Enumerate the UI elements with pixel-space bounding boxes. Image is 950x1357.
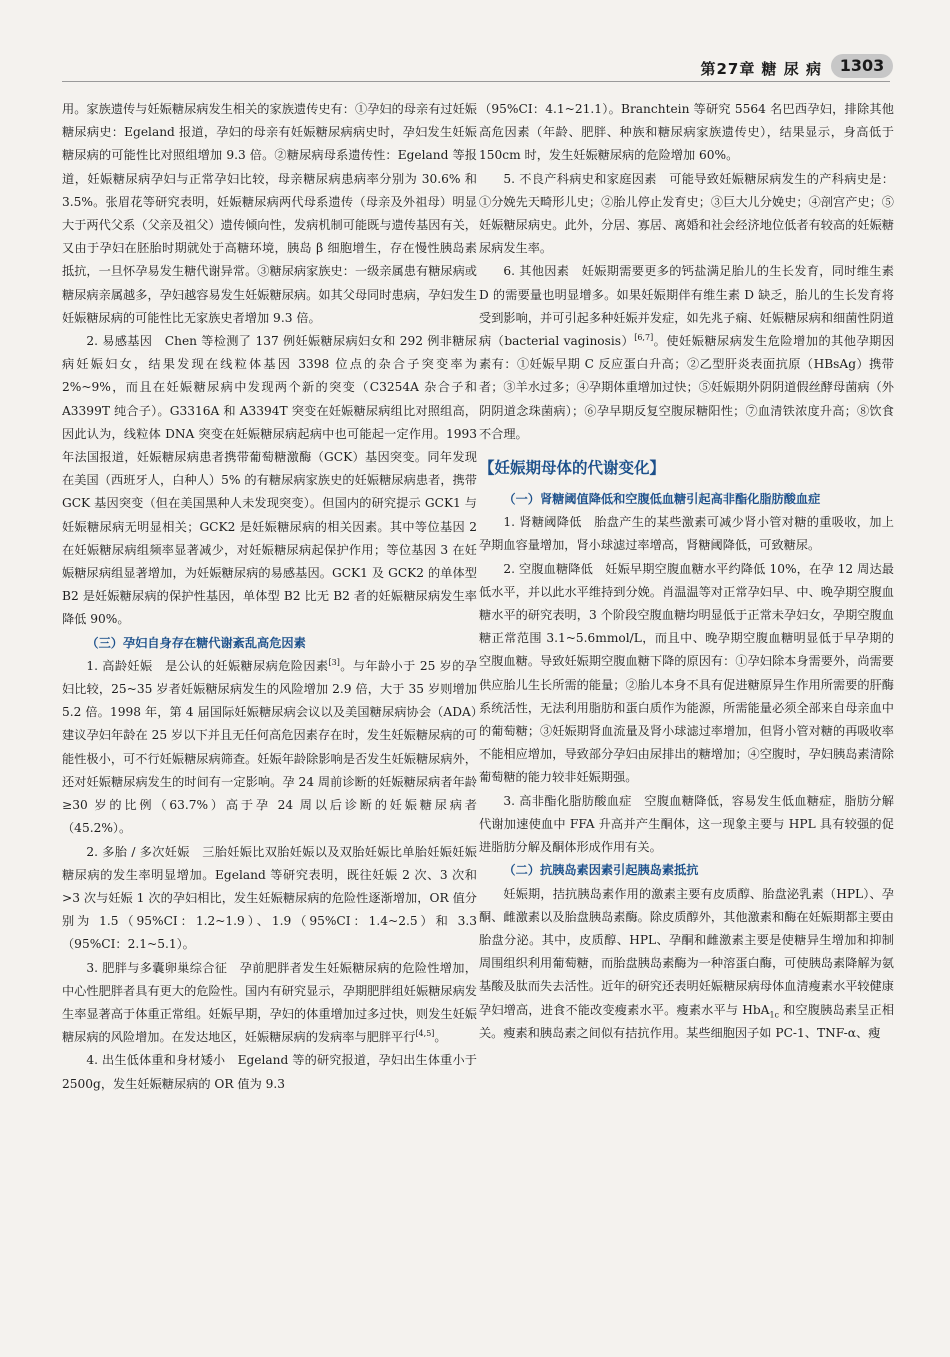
right-column	[479, 98, 894, 1338]
text: 妊娠期，拮抗胰岛素作用的激素主要有皮质醇、胎盘泌乳素（HPL）、孕酮、雌激素以及胎盘胰岛素酶。除皮质醇外，其他激素和酶在妊娠期都主要由胎盘分泌。其中，皮质醇、HPL、孕酮和雌激素主要是使糖异生增加和抑制周围组织利用葡萄糖，而胎盘胰岛素酶为一种溶蛋白酶，可使胰岛素降解为氨基酸及肽而失去活性。近年的研究还表明妊娠糖尿病母体血清瘦素水平较健康孕妇增高，进食不能改变瘦素水平。瘦素水平与 HbA	[479, 886, 894, 1017]
text: 1. 高龄妊娠 是公认的妊娠糖尿病危险因素	[86, 658, 329, 673]
text: 。与年龄小于 25 岁的孕妇比较，25~35 岁者妊娠糖尿病发生的风险增加 2.9 倍，大于 35 岁则增加 5.2 倍。1998 年，第 4 届国际妊娠糖尿病会议以及美国糖尿病协会（ADA）建议孕妇年龄在 25 岁以下并且无任何高危因素存在时，发生妊娠糖尿病的可能性极小，可不行妊娠糖尿病筛查。妊娠年龄除影响是否发生妊娠糖尿病外，还对妊娠糖尿病发生的时间有一定影响。孕 24 周前诊断的妊娠糖尿病者年龄≥30 岁的比例（63.7%）高于孕 24 周以后诊断的妊娠糖尿病者（45.2%）。	[62, 658, 477, 836]
subscript-1c: 1c	[769, 1009, 780, 1019]
text: 3. 肥胖与多囊卵巢综合征 孕前肥胖者发生妊娠糖尿病的危险性增加，中心性肥胖者具有更大的危险性。国内有研究显示，孕期肥胖组妊娠糖尿病发生率显著高于体重正常组。妊娠早期，孕妇的体重增加过多过快，则发生妊娠糖尿病的风险增加。在发达地区，妊娠糖尿病的发病率与肥胖平行	[62, 960, 477, 1045]
paragraph-advanced-age	[62, 655, 477, 841]
page-header	[0, 52, 950, 86]
citation-6-7: [6,7]	[634, 332, 654, 342]
paragraph-renal-threshold: 1. 肾糖阈降低 胎盘产生的某些激素可减少肾小管对糖的重吸收，加上孕期血容量增加，肾小球滤过率增高，肾糖阈降低，可致糖尿。	[479, 515, 894, 553]
section-heading-metabolic-changes: 【妊娠期母体的代谢变化】	[479, 459, 666, 478]
page-number: 1303	[831, 54, 893, 78]
paragraph-insulin-antagonists	[479, 883, 894, 1045]
subsection-heading-risk-factors: （三）孕妇自身存在糖代谢紊乱高危因素	[86, 635, 306, 650]
paragraph-obesity-pcos	[62, 957, 477, 1050]
left-column	[62, 98, 477, 1338]
paragraph-multiple-pregnancy: 2. 多胎 / 多次妊娠 三胎妊娠比双胎妊娠以及双胎妊娠比单胎妊娠妊娠糖尿病的发生率明显增加。Egeland 等研究表明，既往妊娠 2 次、3 次和 >3 次与妊娠 1 次的孕妇相比，发生妊娠糖尿病的危险性逐渐增加，OR 值分别为 1.5（95%CI：1.2~1.9）、1.9（95%CI：1.4~2.5）和 3.3（95%CI：2.1~5.1）。	[62, 844, 477, 952]
paragraph-other-factors	[479, 260, 894, 446]
citation-4-5: [4,5]	[415, 1029, 435, 1039]
text: 6. 其他因素 妊娠期需要更多的钙盐满足胎儿的生长发育，同时维生素 D 的需要量也明显增多。如果妊娠期伴有维生素 D 缺乏，胎儿的生长发育将受到影响，并可引起多种妊娠并发症，如先兆子痫、妊娠糖尿病和细菌性阴道病（bacterial vaginosis）	[479, 264, 894, 349]
paragraph-low-birth-weight: 4. 出生低体重和身材矮小 Egeland 等的研究报道，孕妇出生体重小于 2500g，发生妊娠糖尿病的 OR 值为 9.3	[62, 1053, 477, 1091]
subsection-heading-insulin-resistance: （二）抗胰岛素因素引起胰岛素抵抗	[503, 863, 699, 878]
text: 。	[434, 1030, 447, 1045]
paragraph-family-history: 用。家族遗传与妊娠糖尿病发生相关的家族遗传史有：①孕妇的母亲有过妊娠糖尿病史：Egeland 报道，孕妇的母亲有妊娠糖尿病病史时，孕妇发生妊娠糖尿病的可能性比对照组增加 9.3 倍。②糖尿病母系遗传性：Egeland 等报道，妊娠糖尿病孕妇与正常孕妇比较，母亲糖尿病患病率分别为 30.6% 和 3.5%。张眉花等研究表明，妊娠糖尿病两代母系遗传（母亲及外祖母）明显大于两代父系（父亲及祖父）遗传倾向性，发病机制可能既与遗传基因有关，又由于孕妇在胚胎时期就处于高糖环境，胰岛 β 细胞增生，存在慢性胰岛素抵抗，一旦怀孕易发生糖代谢异常。③糖尿病家族史：一级亲属患有糖尿病或糖尿病亲属越多，孕妇越容易发生妊娠糖尿病。如其父母同时患病，孕妇发生妊娠糖尿病的可能性比无家族史者增加 9.3 倍。	[62, 102, 477, 325]
header-rule	[62, 81, 890, 82]
paragraph-obstetric-history: 5. 不良产科病史和家庭因素 可能导致妊娠糖尿病发生的产科病史是：①分娩先天畸形儿史；②胎儿停止发育史；③巨大儿分娩史；④剖宫产史；⑤妊娠糖尿病史。此外，分居、寡居、离婚和社会经济地位低者有较高的妊娠糖尿病发生率。	[479, 171, 894, 256]
citation-3: [3]	[328, 657, 340, 667]
text: 和空腹胰岛素呈正相关。瘦素和胰岛素之间似有拮抗作用。某些细胞因子如 PC-1、TNF-α、瘦	[479, 1002, 894, 1040]
subsection-heading-renal-threshold: （一）肾糖阈值降低和空腹低血糖引起高非酯化脂肪酸血症	[503, 492, 821, 507]
chapter-title: 第27章 糖 尿 病	[700, 60, 822, 78]
paragraph-ffa: 3. 高非酯化脂肪酸血症 空腹血糖降低，容易发生低血糖症，脂肪分解代谢加速使血中 FFA 升高并产生酮体，这一现象主要与 HPL 具有较强的促进脂肪分解及酮体形成作用有关。	[479, 793, 894, 855]
paragraph-susceptibility-genes: 2. 易感基因 Chen 等检测了 137 例妊娠糖尿病妇女和 292 例非糖尿病妊娠妇女，结果发现在线粒体基因 3398 位点的杂合子突变率为 2%~9%，而且在妊娠糖尿病中发现两个新的突变（C3254A 杂合子和 A3399T 纯合子）。G3316A 和 A3394T 突变在妊娠糖尿病组比对照组高，因此认为，线粒体 DNA 突变在妊娠糖尿病起病中也可能起一定作用。1993 年法国报道，妊娠糖尿病患者携带葡萄糖激酶（GCK）基因突变。同年发现在美国（西班牙人，白种人）5% 的有糖尿病家族史的妊娠糖尿病患者，携带 GCK 基因突变（但在美国黑种人未发现突变）。但国内的研究提示 GCK1 与妊娠糖尿病无明显相关；GCK2 是妊娠糖尿病的相关因素。其中等位基因 2 在妊娠糖尿病组频率显著减少，对妊娠糖尿病起保护作用；等位基因 3 在妊娠糖尿病组显著增加，为妊娠糖尿病的易感基因。GCK1 及 GCK2 的单体型 B2 是妊娠糖尿病的保护性基因，单体型 B2 比无 B2 者的妊娠糖尿病发生率降低 90%。	[62, 334, 477, 627]
paragraph-height-risk: （95%CI：4.1~21.1）。Branchtein 等研究 5564 名巴西孕妇，排除其他高危因素（年龄、肥胖、种族和糖尿病家族遗传史），结果显示，身高低于 150cm 时，发生妊娠糖尿病的危险增加 60%。	[479, 102, 894, 163]
paragraph-fasting-glucose: 2. 空腹血糖降低 妊娠早期空腹血糖水平约降低 10%，在孕 12 周达最低水平，并以此水平维持到分娩。肖温温等对正常孕妇早、中、晚孕期空腹血糖水平的研究表明，3 个阶段空腹血糖均明显低于正常未孕妇女，孕期空腹血糖正常范围 3.1~5.6mmol/L，而且中、晚孕期空腹血糖明显低于早孕期的空腹血糖。导致妊娠期空腹血糖下降的原因有：①孕妇除本身需要外，尚需要供应胎儿生长所需的能量；②胎儿本身不具有促进糖原异生作用所需要的肝酶系统活性，无法利用脂肪和蛋白质作为能源，所需能量必须全部来自母亲血中的葡萄糖；③妊娠期肾血流量及肾小球滤过率增加，但肾小管对糖的再吸收率不能相应增加，导致部分孕妇由尿排出的糖增加；④空腹时，孕妇胰岛素清除葡萄糖的能力较非妊娠期强。	[479, 561, 894, 785]
text: 。使妊娠糖尿病发生危险增加的其他孕期因素有：①妊娠早期 C 反应蛋白升高；②乙型肝炎表面抗原（HBsAg）携带者；③羊水过多；④孕期体重增加过快；⑤妊娠期外阴阴道假丝酵母菌病（外阴阴道念珠菌病）；⑥孕早期反复空腹尿糖阳性；⑦血清铁浓度升高；⑧饮食不合理。	[479, 334, 894, 441]
